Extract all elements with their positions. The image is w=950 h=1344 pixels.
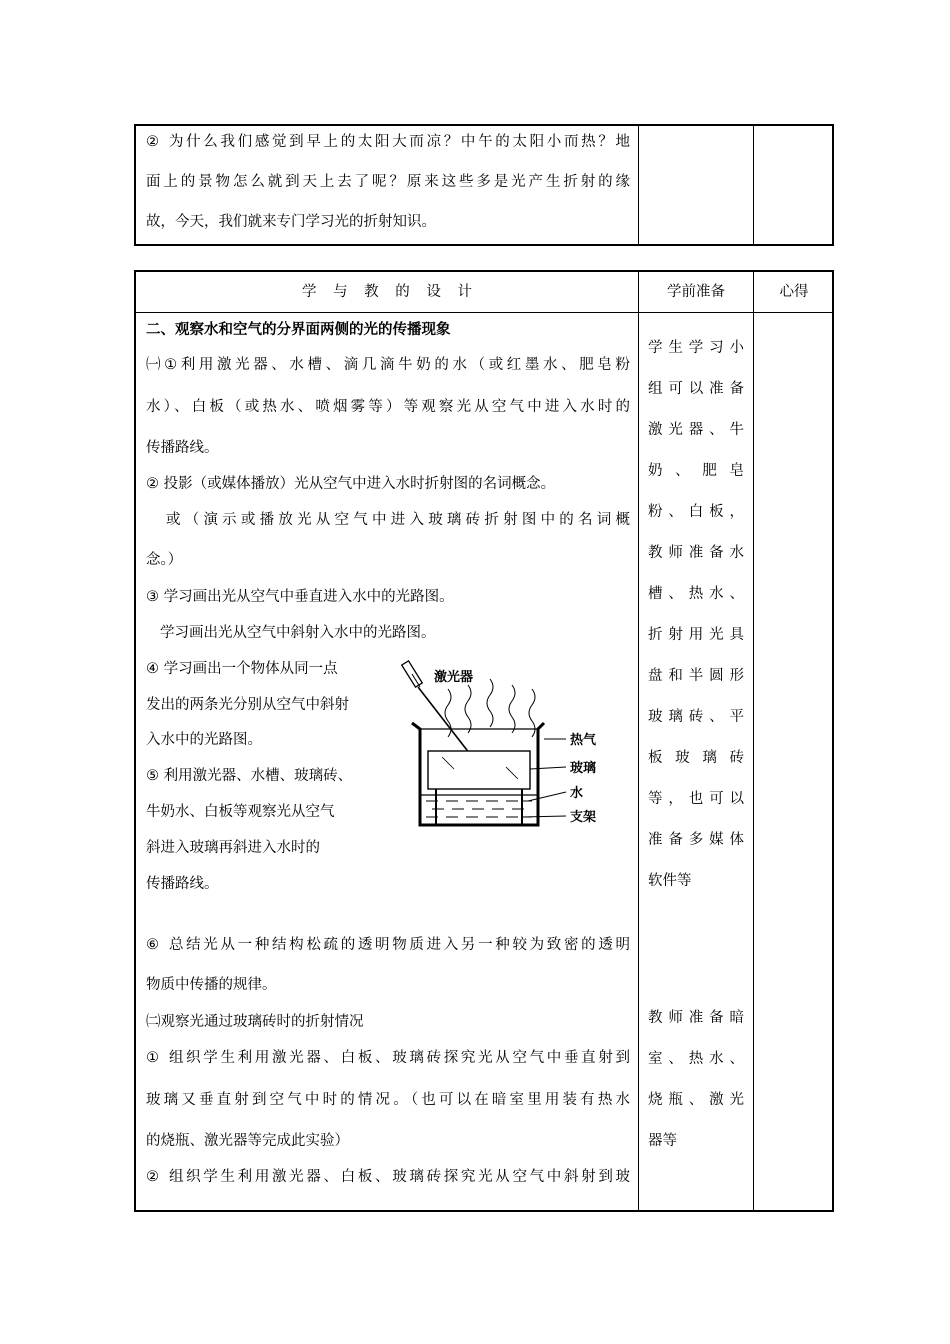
text-line: 或（演示或播放光从空气中进入玻璃砖折射图中的名词概 (166, 512, 630, 528)
section-title: 二、观察水和空气的分界面两侧的光的传播现象 (146, 322, 451, 338)
text-line: 发出的两条光分别从空气中斜射 (146, 697, 349, 713)
laser-icon (402, 661, 423, 687)
column-divider (753, 126, 754, 244)
text-line: 念。） (146, 552, 183, 568)
prep-line: 教师准备水 (648, 545, 744, 561)
text-line: ② 为什么我们感觉到早上的太阳大而凉？中午的太阳小而热？地 (146, 134, 630, 150)
prep-line: 室、热水、 (648, 1051, 744, 1067)
prep-line: 器等 (648, 1133, 677, 1149)
prep-line: 粉、白板， (648, 504, 744, 520)
prep-line: 软件等 (648, 873, 692, 889)
header-design: 学 与 教 的 设 计 (301, 284, 473, 300)
header-divider (136, 312, 832, 313)
prep-line: 折射用光具 (648, 627, 744, 643)
prep-line: 激光器、牛 (648, 422, 744, 438)
label-water: 水 (570, 786, 584, 801)
prep-line: 烧瓶、激光 (648, 1092, 744, 1108)
text-line: 的烧瓶、激光器等完成此实验） (146, 1133, 349, 1149)
text-line: 斜进入玻璃再斜进入水时的 (146, 840, 320, 856)
prep-line: 玻璃砖、平 (648, 709, 744, 725)
text-line: 牛奶水、白板等观察光从空气 (146, 804, 335, 820)
text-line: ⑥ 总结光从一种结构松疏的透明物质进入另一种较为致密的透明 (146, 937, 630, 953)
table-design (134, 270, 834, 1212)
prep-line: 等，也可以 (648, 791, 744, 807)
prep-line: 盘和半圆形 (648, 668, 744, 684)
label-stand: 支架 (570, 810, 597, 825)
text-line: 入水中的光路图。 (146, 732, 262, 748)
text-line: ② 组织学生利用激光器、白板、玻璃砖探究光从空气中斜射到玻 (146, 1169, 630, 1185)
text-line: ① 组织学生利用激光器、白板、玻璃砖探究光从空气中垂直射到 (146, 1050, 630, 1066)
text-line: ㈡观察光通过玻璃砖时的折射情况 (146, 1014, 364, 1030)
column-divider (638, 126, 639, 244)
label-hot-air: 热气 (570, 733, 597, 748)
column-divider (638, 272, 639, 1210)
header-notes: 心得 (779, 284, 809, 300)
text-line: 玻璃又垂直射到空气中时的情况。（也可以在暗室里用装有热水 (146, 1092, 630, 1108)
text-line: ⑤ 利用激光器、水槽、玻璃砖、 (146, 768, 353, 784)
prep-line: 组可以准备 (648, 381, 744, 397)
text-line: 学习画出光从空气中斜射入水中的光路图。 (160, 625, 436, 641)
text-line: 面上的景物怎么就到天上去了呢？原来这些多是光产生折射的缘 (146, 174, 630, 190)
prep-line: 板玻璃砖 (648, 750, 744, 766)
prep-line: 学生学习小 (648, 340, 744, 356)
text-line: ③ 学习画出光从空气中垂直进入水中的光路图。 (146, 589, 454, 605)
text-line: ② 投影（或媒体播放）光从空气中进入水时折射图的名词概念。 (146, 476, 556, 492)
prep-line: 准备多媒体 (648, 832, 744, 848)
text-line: 传播路线。 (146, 876, 219, 892)
text-line: 故，今天，我们就来专门学习光的折射知识。 (146, 214, 436, 230)
label-laser: 激光器 (434, 670, 474, 685)
text-line: 物质中传播的规律。 (146, 977, 277, 993)
text-line: ㈠①利用激光器、水槽、滴几滴牛奶的水（或红墨水、肥皂粉 (146, 357, 630, 373)
text-line: 传播路线。 (146, 440, 219, 456)
prep-line: 奶、肥皂 (648, 463, 744, 479)
prep-line: 槽、热水、 (648, 586, 744, 602)
column-divider (753, 272, 754, 1210)
header-prep: 学前准备 (667, 284, 725, 300)
prep-line: 教师准备暗 (648, 1010, 744, 1026)
text-line: 水）、白板（或热水、喷烟雾等）等观察光从空气中进入水时的 (146, 399, 630, 415)
label-glass: 玻璃 (570, 761, 597, 776)
table-top (134, 124, 834, 246)
refraction-figure (398, 659, 618, 831)
text-line: ④ 学习画出一个物体从同一点 (146, 661, 338, 677)
